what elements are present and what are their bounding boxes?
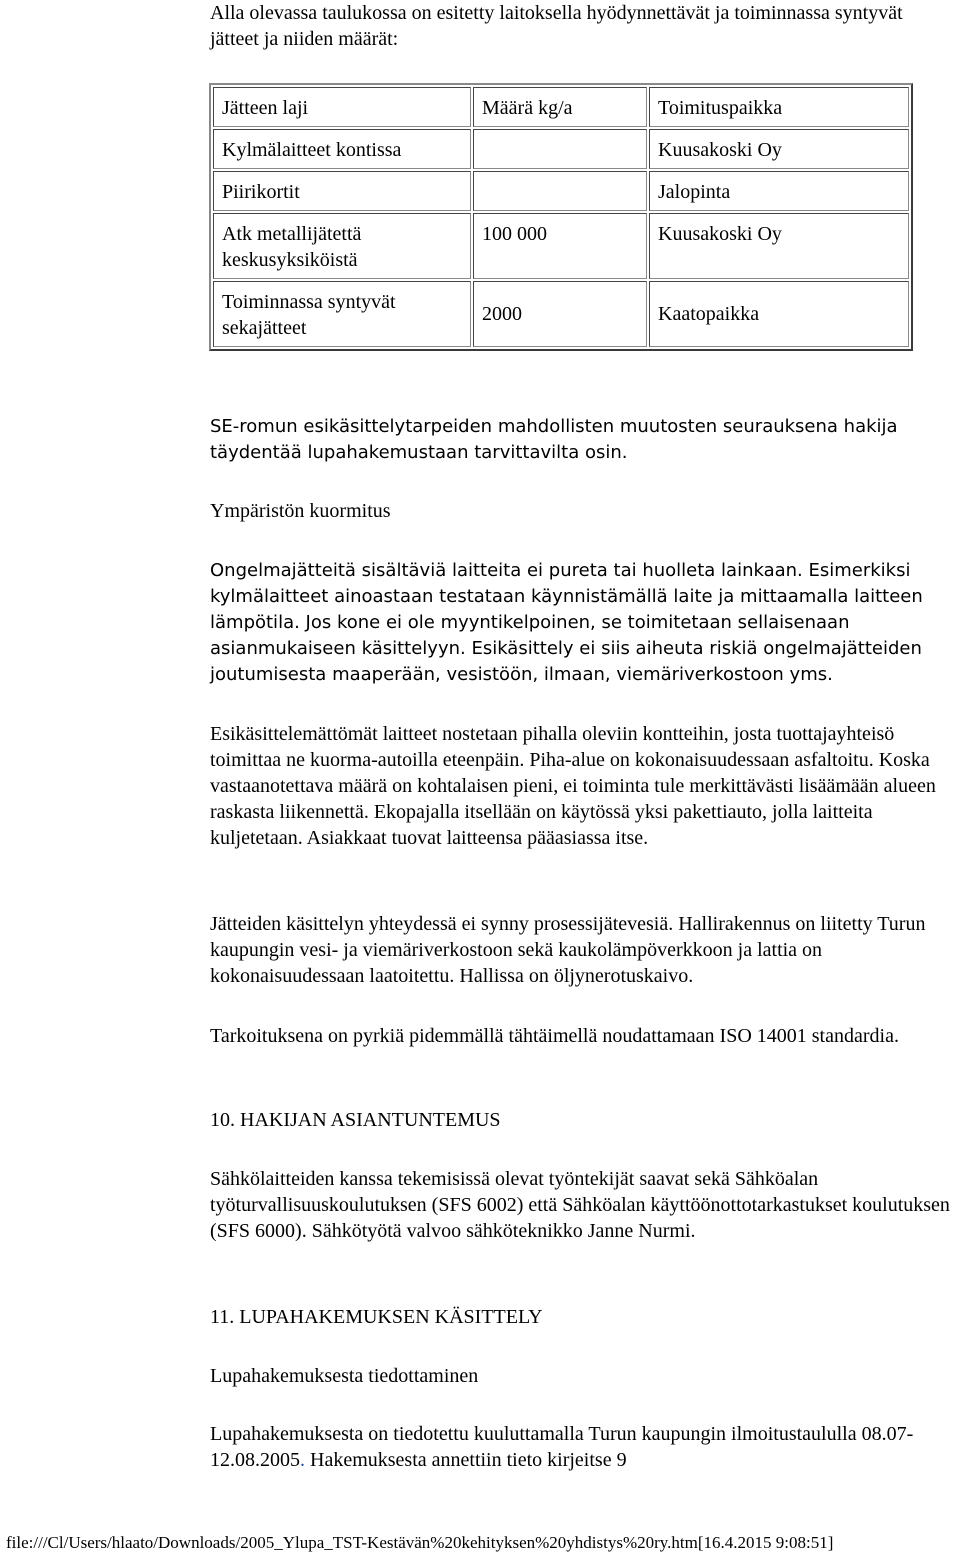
table-cell: Kaatopaikka	[649, 281, 909, 347]
table-header-cell: Määrä kg/a	[473, 87, 647, 127]
section-heading-10: 10. HAKIJAN ASIANTUNTEMUS	[210, 1109, 501, 1131]
paragraph-iso: Tarkoituksena on pyrkiä pidemmällä tähtäimellä noudattamaan ISO 14001 standardia.	[210, 1025, 899, 1047]
waste-table	[209, 83, 913, 351]
table-header-cell: Toimituspaikka	[649, 87, 909, 127]
paragraph-sahko: Sähkölaitteiden kanssa tekemisissä olevat työntekijät saavat sekä Sähköalan työturvallisuuskoulutuksen (SFS 6002) että Sähköalan käyttöönottotarkastukset koulutuksen (SFS 6000). Sähkötyötä valvoo sähköteknikko Janne Nurmi.	[210, 1168, 950, 1242]
paragraph-jatevesi: Jätteiden käsittelyn yhteydessä ei synny prosessijätevesiä. Hallirakennus on liitetty Turun kaupungin vesi- ja viemäriverkostoon sekä kaukolämpöverkkoon ja lattia on kokonaisuudessaan laatoitettu. Hallissa on öljynerotuskaivo.	[210, 913, 926, 987]
footer-file-path: file:///Cl/Users/hlaato/Downloads/2005_Ylupa_TST-Kestävän%20kehityksen%20yhdistys%20ry.htm[16.4.2015 9:08:51]	[6, 1533, 834, 1552]
table-cell: Jalopinta	[649, 171, 909, 211]
table-cell	[473, 129, 647, 169]
table-cell: Piirikortit	[213, 171, 471, 211]
table-cell	[473, 171, 647, 211]
table-cell: Atk metallijätettä keskusyksiköistä	[213, 213, 471, 279]
table-header-cell: Jätteen laji	[213, 87, 471, 127]
section-heading-ymparisto: Ympäristön kuormitus	[210, 500, 391, 522]
paragraph-esikasittelemattomat: Esikäsittelemättömät laitteet nostetaan pihalla oleviin kontteihin, josta tuottajayhteisö toimittaa ne kuorma-autoilla eteenpäin. Piha-alue on kokonaisuudessaan asfaltoitu. Koska vastaanotettava määrä on kohtalaisen pieni, ei toiminta tule merkittävästi lisäämään alueen raskasta liikennettä. Ekopajalla itsellään on käytössä yksi pakettiauto, jolla laitteita kuljetetaan. Asiakkaat tuovat laitteensa pääasiassa itse.	[210, 723, 936, 849]
table-cell: Kuusakoski Oy	[649, 129, 909, 169]
paragraph-tiedotettu-tail: Hakemuksesta annettiin tieto kirjeitse 9	[305, 1449, 627, 1471]
intro-text: Alla olevassa taulukossa on esitetty laitoksella hyödynnettävät ja toiminnassa syntyvät jätteet ja niiden määrät:	[210, 2, 903, 50]
blue-period: .	[300, 1449, 305, 1471]
paragraph-ongelmajate: Ongelmajätteitä sisältäviä laitteita ei pureta tai huolleta lainkaan. Esimerkiksi kylmälaitteet ainoastaan testataan käynnistämällä laite ja mittaamalla laitteen lämpötila. Jos kone ei ole myyntikelpoinen, se toimitetaan sellaisenaan asianmukaiseen käsittelyyn. Esikäsittely ei siis aiheuta riskiä ongelmajätteiden joutumisesta maaperään, vesistöön, ilmaan, viemäriverkostoon yms.	[210, 560, 923, 685]
paragraph-tiedotettu	[210, 1421, 950, 1473]
paragraph-tiedotettu-main: Lupahakemuksesta on tiedotettu kuuluttamalla Turun kaupungin ilmoitustaululla 08.07-12.08.2005	[210, 1423, 914, 1471]
subheading-tiedottaminen: Lupahakemuksesta tiedottaminen	[210, 1365, 479, 1387]
section-heading-11: 11. LUPAHAKEMUKSEN KÄSITTELY	[210, 1306, 543, 1328]
paragraph-se-romu: SE-romun esikäsittelytarpeiden mahdollisten muutosten seurauksena hakija täydentää lupahakemustaan tarvittavilta osin.	[210, 416, 898, 463]
table-cell: Toiminnassa syntyvät sekajätteet	[213, 281, 471, 347]
table-cell: Kuusakoski Oy	[649, 213, 909, 279]
table-cell: Kylmälaitteet kontissa	[213, 129, 471, 169]
table-cell: 2000	[473, 281, 647, 347]
table-cell: 100 000	[473, 213, 647, 279]
